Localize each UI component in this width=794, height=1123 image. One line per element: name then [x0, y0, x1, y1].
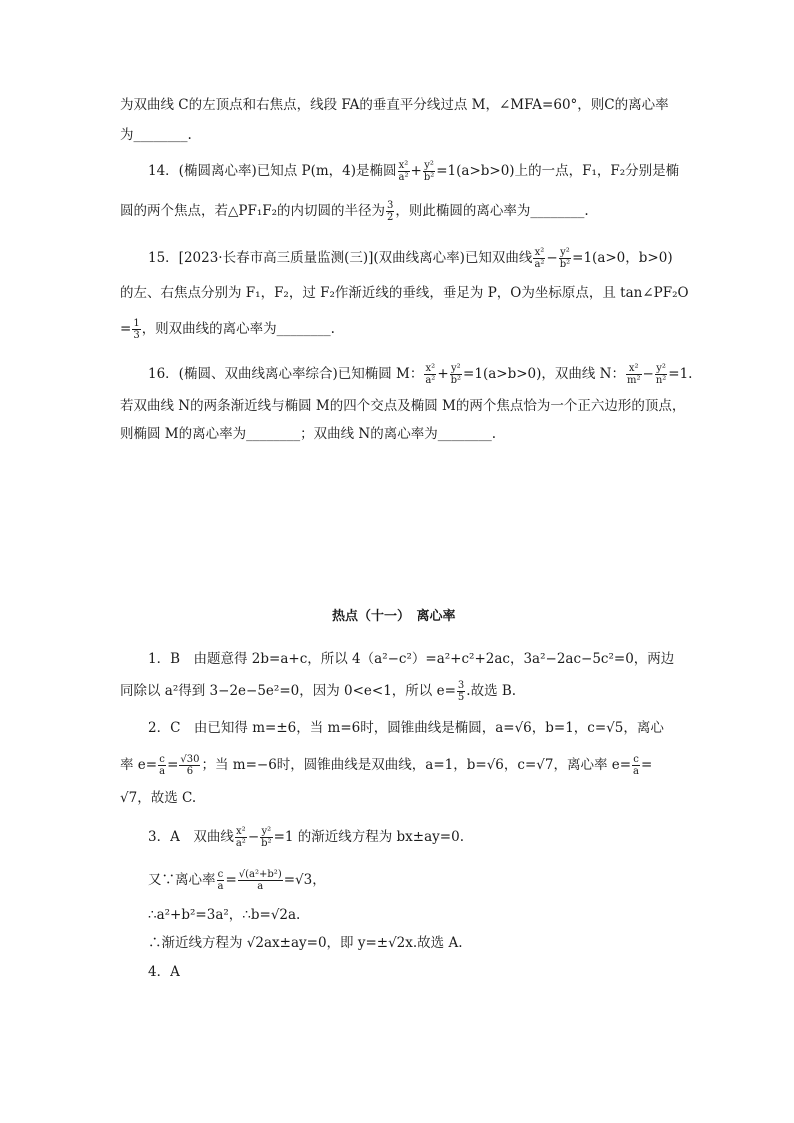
p13-line1: 为双曲线 C的左顶点和右焦点，线段 FA的垂直平分线过点 M，∠MFA=60°，则C的离心率 — [120, 97, 669, 113]
fraction: $\frac{c}{a}$ — [159, 754, 166, 777]
p15-line2: 的左、右焦点分别为 F₁，F₂，过 F₂作渐近线的垂线，垂足为 P，O为坐标原点，且 tan∠PF₂O — [120, 285, 689, 301]
fraction: $\frac{\text{y²}}{\text{n²}}$ — [655, 363, 667, 386]
p15-line1: 15．[2023·长春市高三质量监测(三)](双曲线离心率)已知双曲线 $\frac{\text{x²}}{\text{a²}}$ − $\frac{\text{y²}}{\text{b²}}$ =1(a>0，b>0) — [148, 247, 673, 270]
a3-line2: 又∵离心率 $\frac{c}{a}$ = $\frac{\text{√(a²+b²)}}{a}$ =√3， — [148, 869, 326, 892]
p16-line2: 若双曲线 N的两条渐近线与椭圆 M的四个交点及椭圆 M的两个焦点恰为一个正六边形的顶点， — [120, 398, 686, 414]
fraction: $\frac{\text{x²}}{\text{a²}}$ — [235, 826, 246, 849]
p13-line2: 为________. — [120, 127, 192, 143]
a3-line3: ∴a²+b²=3a²，∴b=√2a. — [148, 907, 301, 923]
fraction: $\frac{\text{y²}}{\text{b²}}$ — [450, 363, 462, 386]
a2-line1: 2．C 由已知得 m=±6，当 m=6时，圆锥曲线是椭圆，a=√6，b=1，c=√5，离心 — [148, 720, 664, 736]
p16-line3: 则椭圆 M的离心率为________；双曲线 N的离心率为________. — [120, 426, 497, 442]
a1-line2: 同除以 a²得到 3−2e−5e²=0，因为 0<e<1，所以 e= $\frac{3}{5}$ .故选 B. — [120, 680, 517, 703]
fraction: $\frac{3}{2}$ — [387, 200, 394, 223]
a3-line1: 3．A 双曲线 $\frac{\text{x²}}{\text{a²}}$ − $\frac{\text{y²}}{\text{b²}}$ =1 的渐近线方程为 bx±ay=0. — [148, 826, 464, 849]
p14-line1: 14．(椭圆离心率)已知点 P(m，4)是椭圆 $\frac{\text{x²}}{\text{a²}}$ + $\frac{\text{y²}}{\text{b²}}$ =1(a>b>0)上的一点，F₁，F₂分别是椭 — [148, 160, 680, 183]
fraction: $\frac{\text{x²}}{\text{a²}}$ — [534, 247, 545, 270]
a3-line4: ∴渐近线方程为 √2ax±ay=0，即 y=±√2x.故选 A. — [148, 935, 463, 951]
fraction: $\frac{\text{y²}}{\text{b²}}$ — [559, 247, 571, 270]
p16-line1: 16．(椭圆、双曲线离心率综合)已知椭圆 M： $\frac{\text{x²}}{\text{a²}}$ + $\frac{\text{y²}}{\text{b²}}$ =1(a>b>0)，双曲线 N： $\frac{\text{x²}}{\text{m²}}$ − $\frac{\text{y²}}{\text{n²}}$ =1. — [148, 363, 693, 386]
answers-title: 热点（十一） 离心率 — [332, 609, 456, 624]
fraction: $\frac{1}{3}$ — [133, 318, 140, 341]
fraction: $\frac{√30}{6}$ — [180, 754, 200, 777]
fraction: $\frac{c}{a}$ — [633, 754, 640, 777]
fraction: $\frac{c}{a}$ — [217, 869, 224, 892]
a1-line1: 1．B 由题意得 2b=a+c，所以 4（a²−c²）=a²+c²+2ac，3a²−2ac−5c²=0，两边 — [148, 651, 675, 667]
p14-line2: 圆的两个焦点，若△PF₁F₂的内切圆的半径为 $\frac{3}{2}$ ，则此椭圆的离心率为________. — [120, 200, 589, 223]
fraction: $\frac{\text{y²}}{\text{b²}}$ — [423, 160, 435, 183]
p15-line3: = $\frac{1}{3}$ ，则双曲线的离心率为________. — [120, 318, 335, 341]
fraction: $\frac{\text{y²}}{\text{b²}}$ — [261, 826, 272, 849]
fraction: $\frac{\text{x²}}{\text{a²}}$ — [425, 363, 436, 386]
fraction: $\frac{\text{x²}}{\text{m²}}$ — [627, 363, 641, 386]
fraction: $\frac{3}{5}$ — [457, 680, 465, 703]
a4-line1: 4．A — [148, 964, 180, 980]
fraction: $\frac{\text{x²}}{\text{a²}}$ — [398, 160, 409, 183]
a2-line3: √7，故选 C. — [120, 790, 197, 806]
fraction: $\frac{\text{√(a²+b²)}}{a}$ — [238, 869, 282, 892]
a2-line2: 率 e= $\frac{c}{a}$ = $\frac{√30}{6}$ ；当 m=−6时，圆锥曲线是双曲线，a=1，b=√6，c=√7，离心率 e= $\frac{c}{a}$ = — [120, 754, 653, 777]
